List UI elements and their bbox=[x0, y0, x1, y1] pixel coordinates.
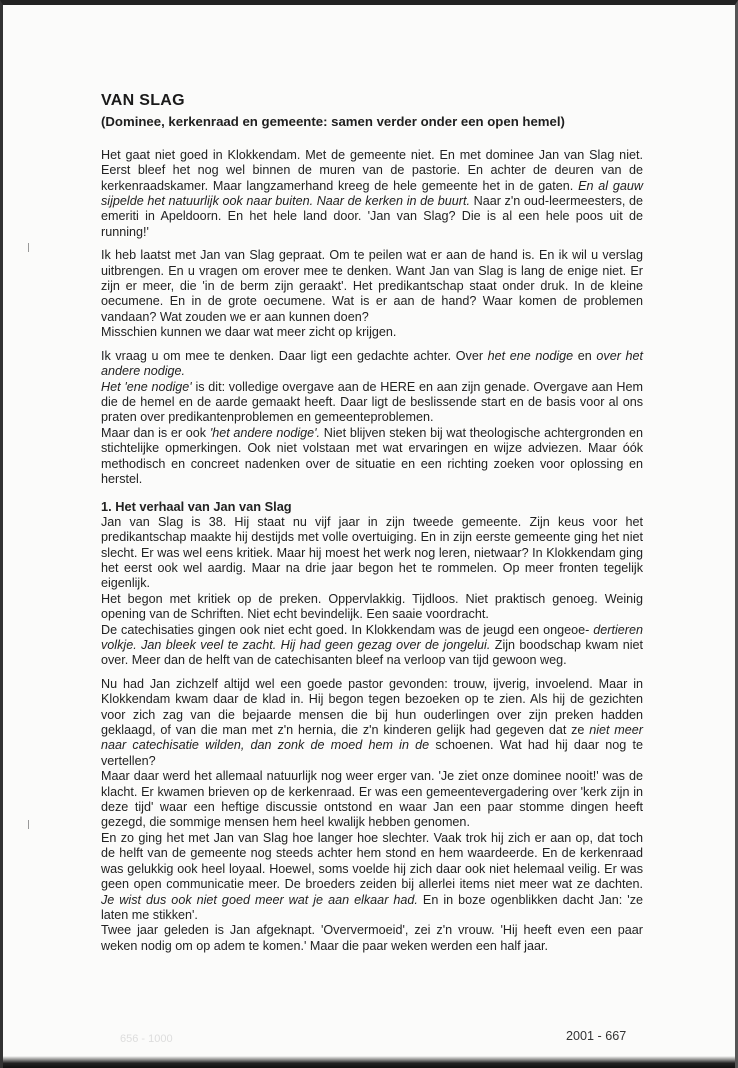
paragraph: Nu had Jan zichzelf altijd wel een goede pastor gevonden: trouw, ijverig, invoelend. Maar in Klokkendam kwam daar de klad in. Hij begon tegen bezoeken op te zien. Als hij de gezichten voor zich zag van die bejaarde mensen die bij hun ouderlingen over zijn preken hadden geklaagd, of van die man met z'n hernia, die z'n kinderen gelijk had gegeven dat ze niet meer naar catechisatie wilden, dan zonk de moed hem in de schoenen. Wat had hij daar nog te vertellen? bbox=[101, 676, 644, 768]
paragraph: Jan van Slag is 38. Hij staat nu vijf jaar in zijn tweede gemeente. Zijn keus voor het predikantschap maakte hij destijds met volle overtuiging. En in zijn eerste gemeente ging het niet slecht. Er was wel eens kritiek. Maar hij moest het werk nog leren, nietwaar? In Klokkendam ging het eerst ook wel aardig. Maar na drie jaar begon het te rommelen. Op meer fronten tegelijk eigenlijk. bbox=[101, 514, 643, 591]
paragraph: Ik vraag u om mee te denken. Daar ligt een gedachte achter. Over het ene nodige en over het andere nodige. Het 'ene nodige' is dit: volledige overgave aan de HERE en aan zijn genade. Overgave aan Hem die de hemel en de aarde gemaakt heeft. Daar ligt de beslissende start en de basis voor al ons praten over predikantenproblemen en gemeenteproblemen. Maar dan is er ook 'het andere nodige'. Niet blijven steken bij wat theologische achtergronden en stichtelijke opmerkingen. Ook niet volstaan met wat ervaringen en wijze adviezen. Maar óók methodisch en concreet nadenken over de situatie en een richting zoeken voor oplossing en herstel. bbox=[101, 348, 643, 486]
faint-mark: 656 - 1000 bbox=[120, 1033, 173, 1045]
paragraph: Twee jaar geleden is Jan afgeknapt. 'Oververmoeid', zei z'n vrouw. 'Hij heeft even een paar weken nodig om op adem te komen.' Maar die paar weken werden een half jaar. bbox=[101, 923, 643, 953]
paragraph: Maar daar werd het allemaal natuurlijk nog weer erger van. 'Je ziet onze dominee nooit!' was de klacht. Er kwamen brieven op de kerkenraad. Er was een gemeentevergadering over 'kerk zijn in deze tijd' waar een heftige discussie ontstond en waar Jan een paar stomme dingen heeft gezegd, die sommige mensen hem heel kwalijk hebben genomen. bbox=[101, 769, 643, 830]
paragraph: De catechisaties gingen ook niet echt goed. In Klokkendam was de jeugd een ongeoe- dertieren volkje. Jan bleek veel te zacht. Hij had geen gezag over de jongelui. Zijn boodschap kwam niet over. Meer dan de helft van de catechisanten bleef na verloop van tijd gewoon weg. bbox=[101, 622, 644, 668]
page-number: 2001 - 667 bbox=[566, 1029, 627, 1043]
article-title: VAN SLAG bbox=[101, 92, 185, 109]
margin-mark bbox=[28, 820, 29, 829]
paragraph: Het gaat niet goed in Klokkendam. Met de gemeente niet. En met dominee Jan van Slag niet. Eerst bleef het nog wel binnen de muren van de pastorie. En achter de deuren van de kerkenraadskamer. Maar langzamerhand kreeg de hele gemeente het in de gaten. En al gauw sijpelde het natuurlijk ook naar buiten. Naar de kerken in de buurt. Naar z'n oud-leermeesters, de emeriti in Apeldoorn. En het hele land door. 'Jan van Slag? Die is al een hele poos uit de running!' bbox=[101, 147, 644, 239]
article-subtitle: (Dominee, kerkenraad en gemeente: samen verder onder een open hemel) bbox=[101, 114, 565, 130]
paragraph: En zo ging het met Jan van Slag hoe langer hoe slechter. Vaak trok hij zich er aan op, dat toch de helft van de gemeente nog steeds achter hem stond en hem waardeerde. En de kerkenraad was gelukkig ook heel loyaal. Hoewel, soms voelde hij zich daar ook niet helemaal veilig. Er was geen open communicatie meer. De broeders zeiden bij allerlei items niet meer wat ze dachten. Je wist dus ook niet goed meer wat je aan elkaar had. En in boze ogenblikken dacht Jan: 'ze laten me stikken'. bbox=[101, 830, 644, 922]
section-heading: 1. Het verhaal van Jan van Slag bbox=[101, 499, 292, 515]
paragraph: Het begon met kritiek op de preken. Oppervlakkig. Tijdloos. Niet praktisch genoeg. Weinig opening van de Schriften. Niet echt bevindelijk. Een saaie voordracht. bbox=[101, 591, 643, 622]
margin-mark bbox=[28, 243, 29, 252]
paragraph: Ik heb laatst met Jan van Slag gepraat. Om te peilen wat er aan de hand is. En ik wil u verslag uitbrengen. En u vragen om erover mee te denken. Want Jan van Slag is lang de enige niet. Er zijn er meer, die 'in de berm zijn geraakt'. Het predikantschap staat onder druk. In de kleine oecumene. En in de grote oecumene. Wat is er aan de hand? Waar komen de problemen vandaan? Wat zouden we er aan kunnen doen? Misschien kunnen we daar wat meer zicht op krijgen. bbox=[101, 248, 643, 340]
article-body bbox=[101, 93, 643, 962]
